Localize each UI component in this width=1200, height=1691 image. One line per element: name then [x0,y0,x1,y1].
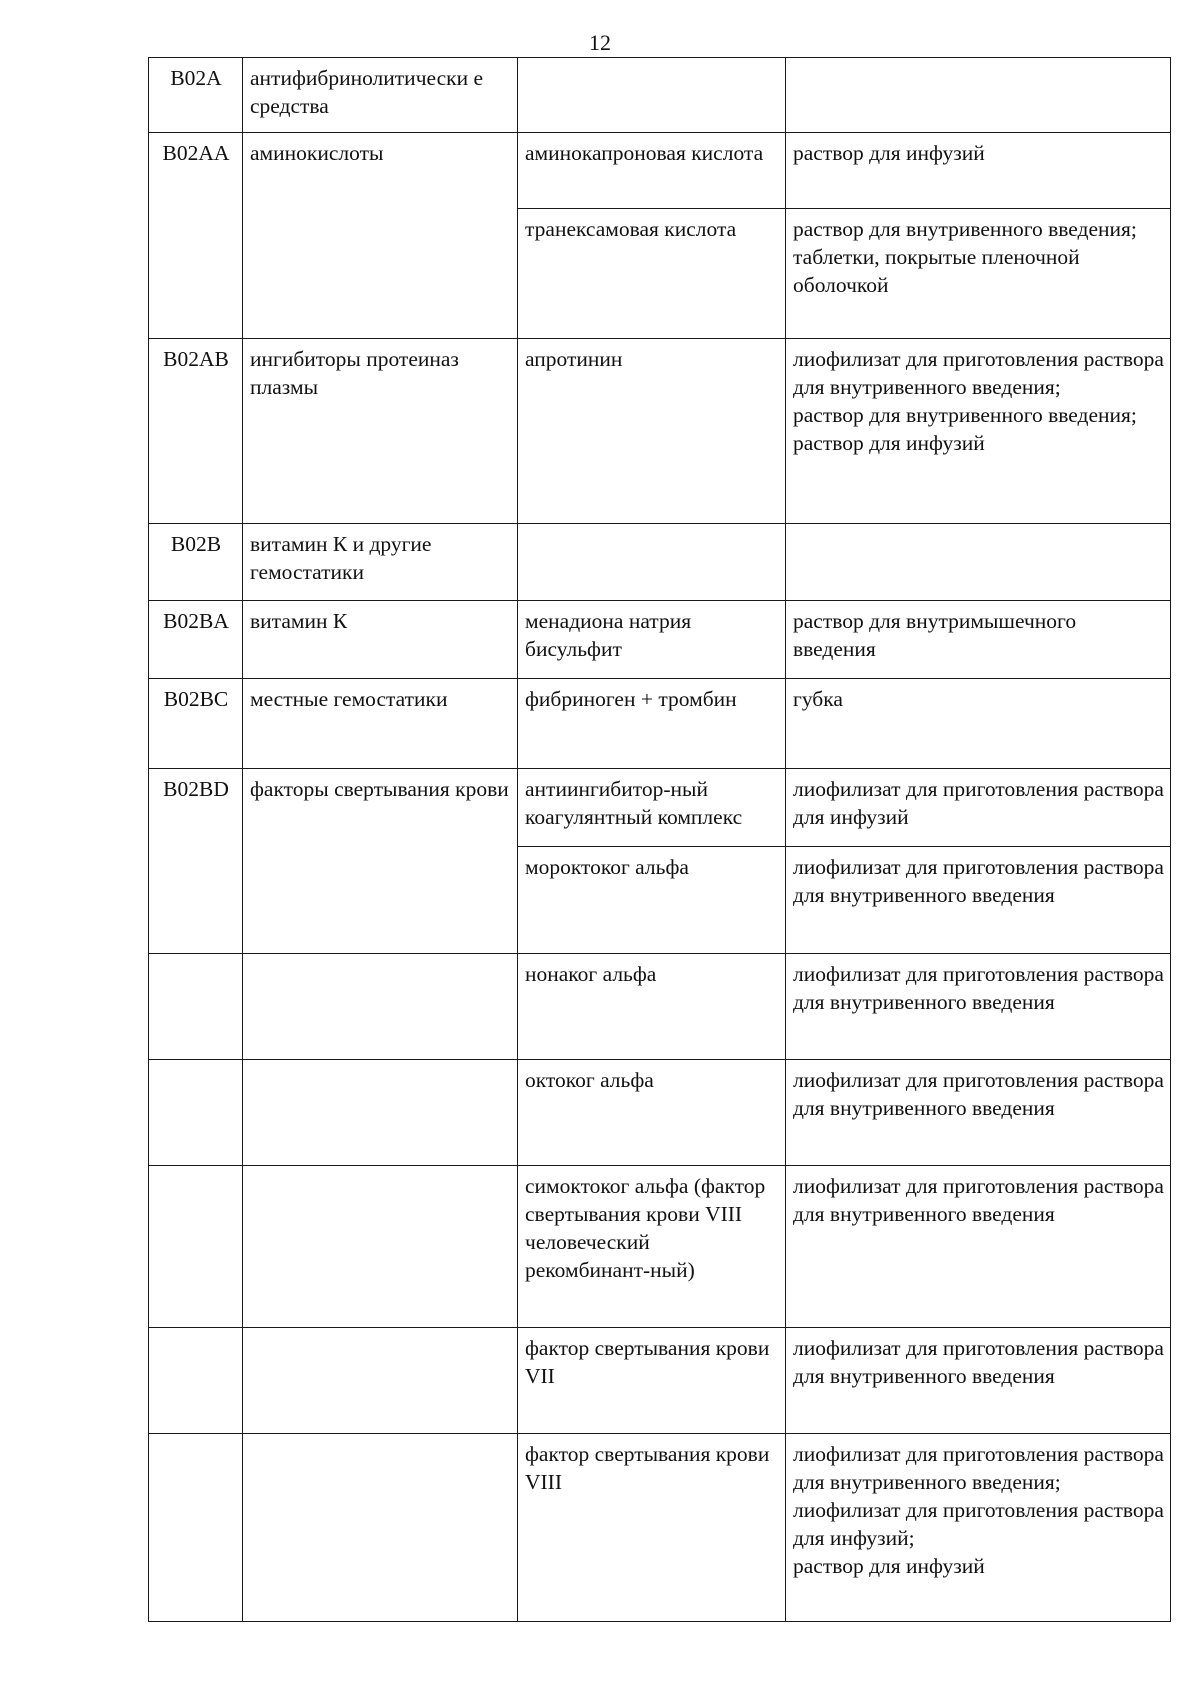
atc-code-cell [149,1060,243,1166]
atc-group-cell: витамин К [243,601,518,679]
dosage-form-line: раствор для инфузий [793,431,985,455]
table-row [149,1060,1171,1166]
drug-name-cell: нонаког альфа [518,954,786,1060]
dosage-form-cell [786,58,1171,133]
drug-table [148,57,1171,1622]
dosage-form-line: лиофилизат для приготовления раствора для внутривенного введения [793,855,1164,907]
table-row [149,1434,1171,1622]
dosage-form-line: лиофилизат для приготовления раствора для внутривенного введения; [793,347,1164,399]
dosage-form-line: раствор для инфузий [793,1554,985,1578]
atc-group-cell [243,954,518,1060]
dosage-form-line: раствор для внутривенного введения; [793,217,1137,241]
atc-group-cell: витамин К и другие гемостатики [243,524,518,601]
page-number: 12 [589,30,611,55]
drug-name-cell [518,58,786,133]
dosage-form-cell [786,1434,1171,1622]
dosage-form-line: лиофилизат для приготовления раствора для внутривенного введения [793,1068,1164,1120]
atc-code-cell: B02AB [149,339,243,524]
drug-name-cell: аминокапроновая кислота [518,133,786,209]
dosage-form-cell [786,524,1171,601]
atc-group-cell [243,1166,518,1328]
dosage-form-line: лиофилизат для приготовления раствора для внутривенного введения [793,962,1164,1014]
dosage-form-cell [786,954,1171,1060]
dosage-form-line: таблетки, покрытые пленочной оболочкой [793,245,1080,297]
table-row [149,769,1171,847]
atc-group-cell: факторы свертывания крови [243,769,518,954]
drug-name-cell: антиингибитор-ный коагулянтный комплекс [518,769,786,847]
dosage-form-line: лиофилизат для приготовления раствора для внутривенного введения [793,1174,1164,1226]
table-row [149,339,1171,524]
dosage-form-line: лиофилизат для приготовления раствора для внутривенного введения; [793,1442,1164,1494]
dosage-form-line: раствор для внутривенного введения; [793,403,1137,427]
dosage-form-cell [786,339,1171,524]
table-row [149,954,1171,1060]
dosage-form-cell [786,209,1171,339]
drug-name-cell: фибриноген + тромбин [518,679,786,769]
table-row [149,58,1171,133]
dosage-form-cell [786,601,1171,679]
dosage-form-cell [786,1166,1171,1328]
atc-code-cell: B02BD [149,769,243,954]
atc-group-cell: антифибринолитически е средства [243,58,518,133]
drug-name-cell: фактор свертывания крови VIII [518,1434,786,1622]
atc-code-cell: B02B [149,524,243,601]
drug-name-cell: фактор свертывания крови VII [518,1328,786,1434]
dosage-form-cell [786,1060,1171,1166]
atc-code-cell [149,1328,243,1434]
dosage-form-line: лиофилизат для приготовления раствора для инфузий; [793,1498,1164,1550]
atc-group-cell: ингибиторы протеиназ плазмы [243,339,518,524]
atc-code-cell [149,1434,243,1622]
drug-name-cell: транексамовая кислота [518,209,786,339]
table-row [149,601,1171,679]
drug-name-cell: симоктоког альфа (фактор свертывания крови VIII человеческий рекомбинант-ный) [518,1166,786,1328]
table-row [149,133,1171,209]
drug-name-cell [518,524,786,601]
dosage-form-line: лиофилизат для приготовления раствора для внутривенного введения [793,1336,1164,1388]
atc-group-cell: местные гемостатики [243,679,518,769]
drug-name-cell: октоког альфа [518,1060,786,1166]
dosage-form-cell [786,769,1171,847]
atc-code-cell: B02AA [149,133,243,339]
dosage-form-cell [786,847,1171,954]
atc-code-cell: B02BA [149,601,243,679]
atc-code-cell [149,1166,243,1328]
table-row [149,679,1171,769]
dosage-form-cell [786,133,1171,209]
atc-code-cell: B02BC [149,679,243,769]
atc-group-cell: аминокислоты [243,133,518,339]
table-row [149,524,1171,601]
dosage-form-line: раствор для внутримышечного введения [793,609,1077,661]
dosage-form-line: раствор для инфузий [793,141,985,165]
dosage-form-line: губка [793,687,843,711]
table-row [149,1166,1171,1328]
dosage-form-line: лиофилизат для приготовления раствора для инфузий [793,777,1164,829]
dosage-form-cell [786,679,1171,769]
dosage-form-cell [786,1328,1171,1434]
drug-name-cell: мороктоког альфа [518,847,786,954]
drug-name-cell: апротинин [518,339,786,524]
drug-name-cell: менадиона натрия бисульфит [518,601,786,679]
atc-group-cell [243,1434,518,1622]
table-row [149,1328,1171,1434]
atc-group-cell [243,1328,518,1434]
atc-code-cell [149,954,243,1060]
atc-group-cell [243,1060,518,1166]
atc-code-cell: B02A [149,58,243,133]
